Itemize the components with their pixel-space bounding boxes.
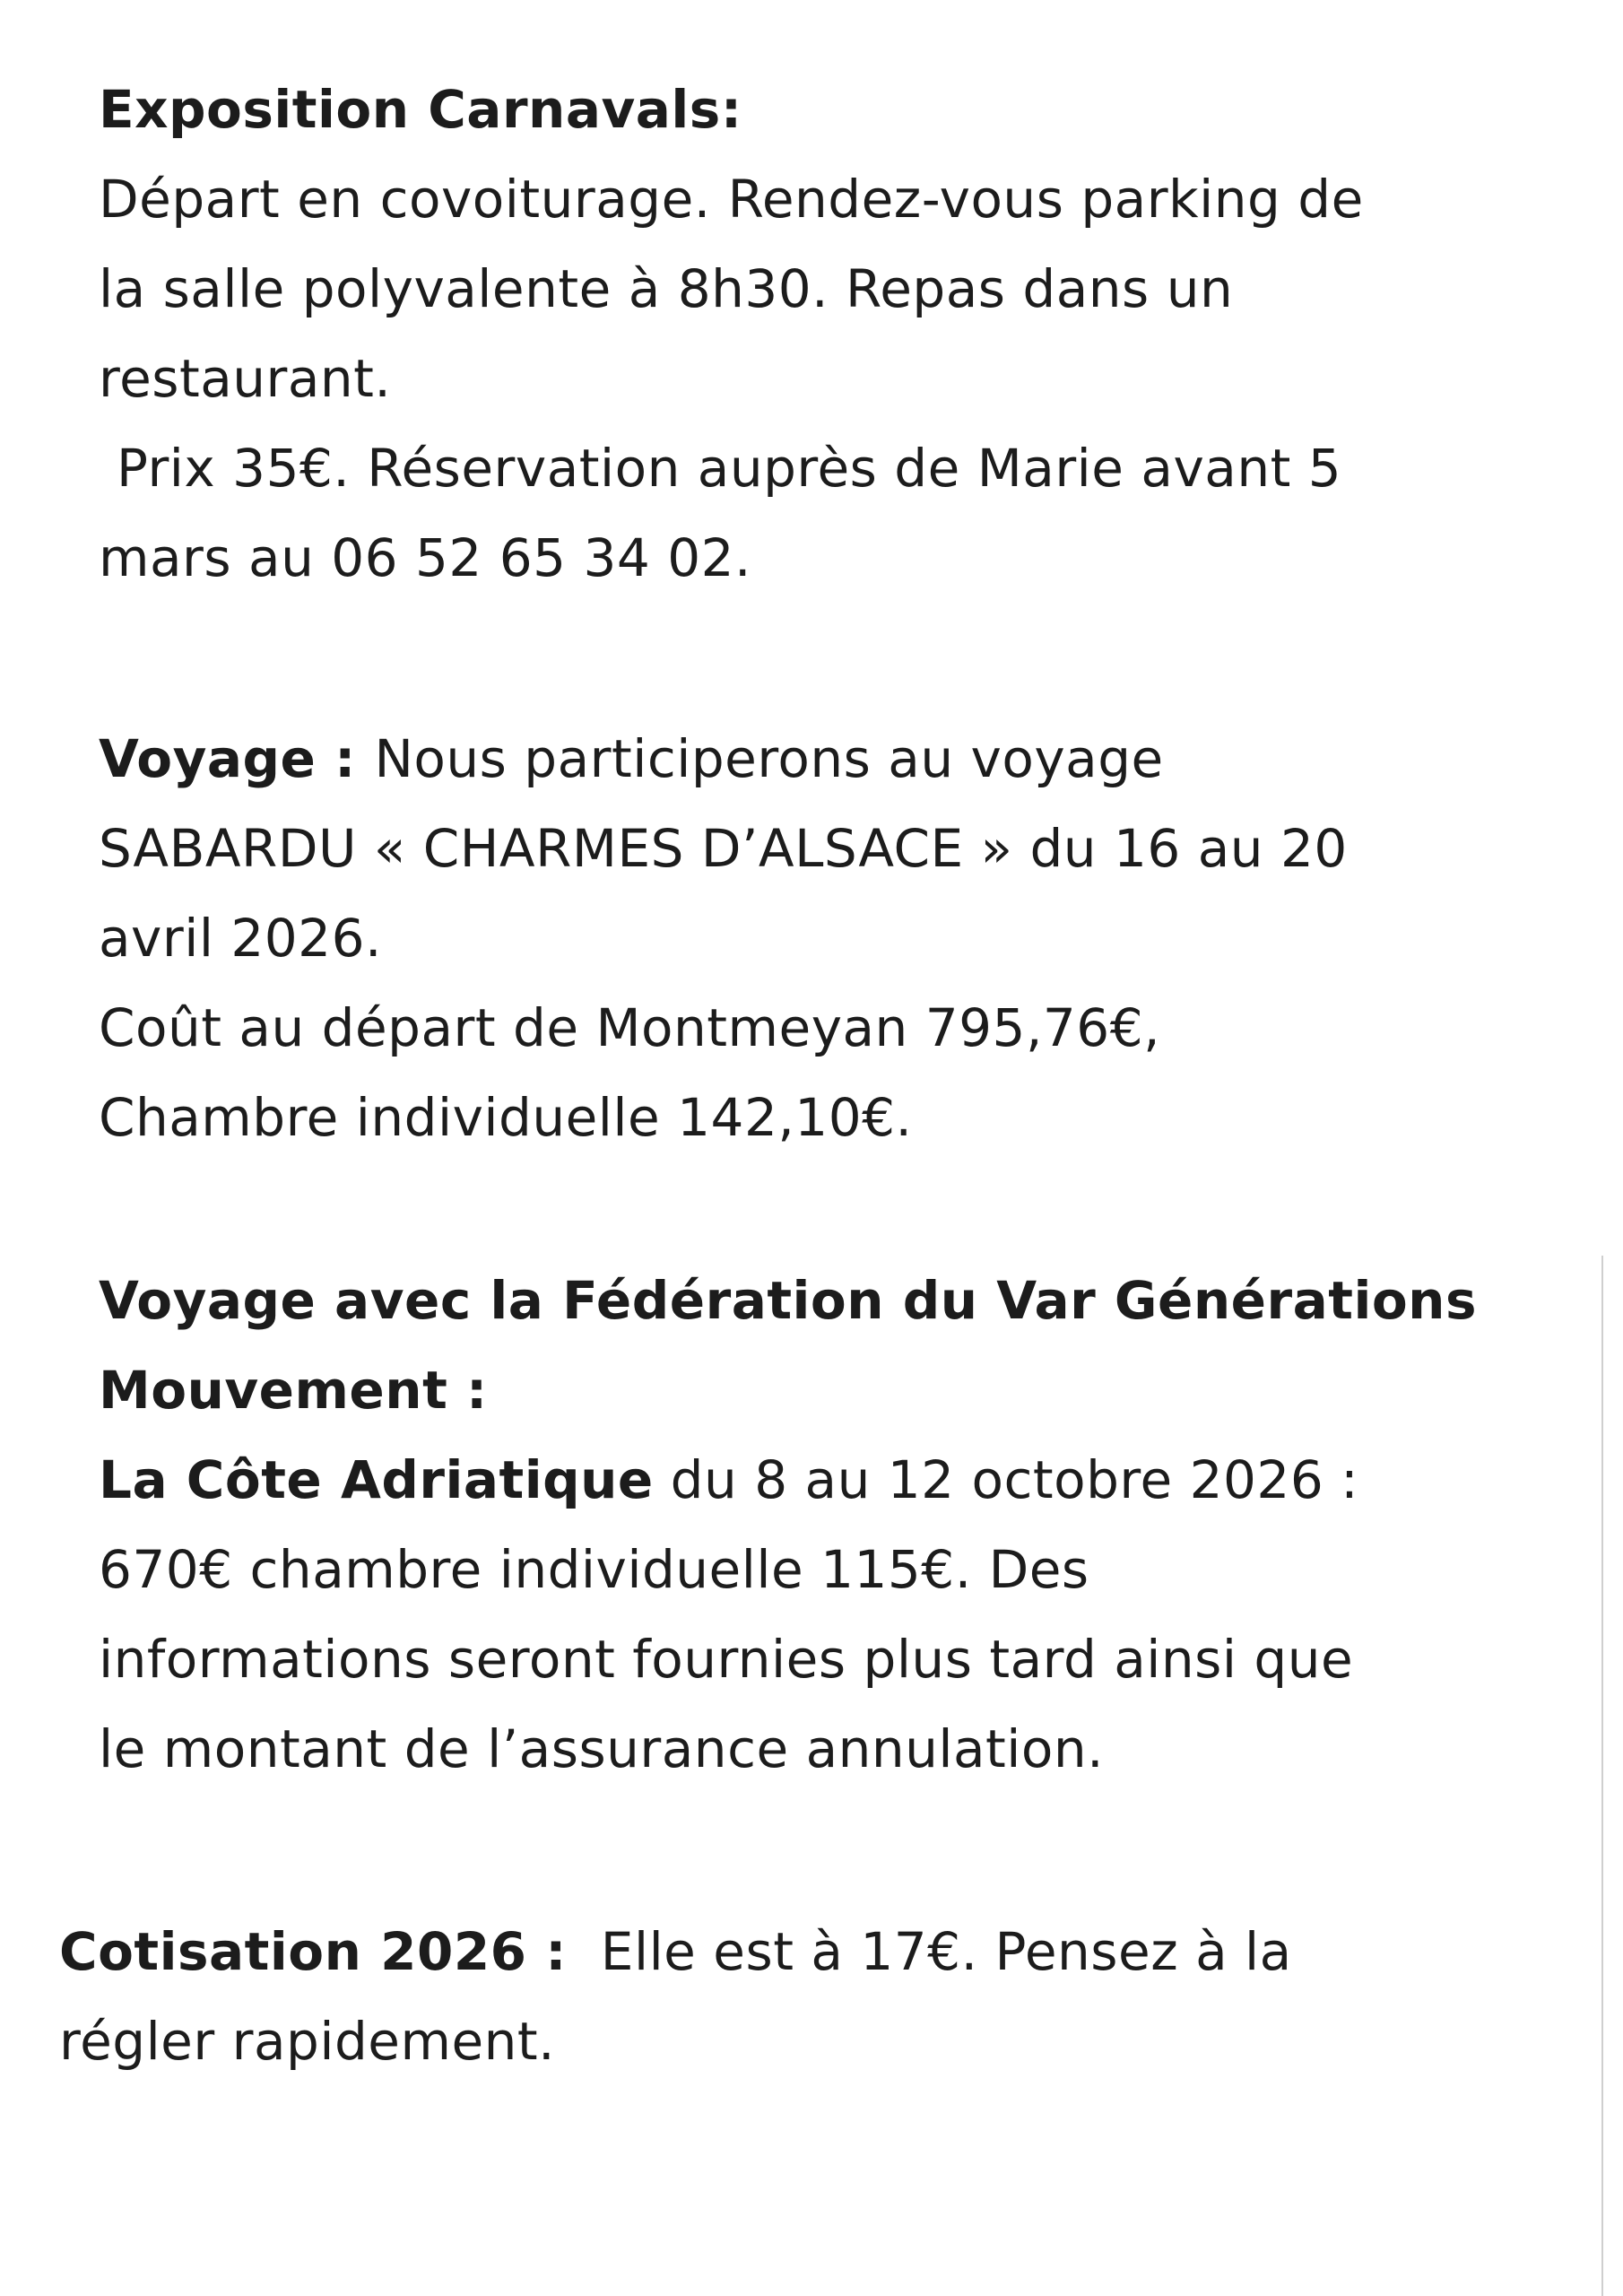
cotisation-line-1: [59, 1907, 1530, 1996]
voyage-label: Voyage: [99, 728, 317, 789]
voyage-separator: :: [316, 728, 375, 789]
exposition-line-5: mars au 06 52 65 34 02.: [99, 527, 751, 588]
federation-destination-dates: du 8 au 12 octobre 2026 :: [653, 1449, 1359, 1510]
federation-line-4: 670€ chambre individuelle 115€. Des: [99, 1539, 1089, 1600]
section-exposition-carnavals: [99, 65, 1569, 603]
section-cotisation: [59, 1907, 1530, 2086]
exposition-line-3: restaurant.: [99, 348, 392, 409]
voyage-line-3: avril 2026.: [99, 908, 382, 969]
voyage-line-5: Chambre individuelle 142,10€.: [99, 1087, 913, 1148]
voyage-line-4: Coût au départ de Montmeyan 795,76€,: [99, 997, 1161, 1058]
exposition-title: Exposition Carnavals:: [99, 79, 742, 140]
cotisation-label: Cotisation 2026 :: [59, 1921, 567, 1982]
federation-title-1: Voyage avec la Fédération du Var Générations: [99, 1270, 1477, 1331]
voyage-line-2: SABARDU « CHARMES D’ALSACE » du 16 au 20: [99, 818, 1348, 879]
section-voyage-federation: [99, 1256, 1569, 1794]
voyage-line-1: [99, 714, 1569, 804]
scan-edge-line: [1601, 1256, 1603, 2296]
federation-title-2: Mouvement :: [99, 1360, 488, 1421]
cotisation-line-2: régler rapidement.: [59, 2011, 556, 2072]
cotisation-line-1-text: Elle est à 17€. Pensez à la: [566, 1921, 1292, 1982]
exposition-line-1: Départ en covoiturage. Rendez-vous parking de: [99, 169, 1364, 230]
federation-line-5: informations seront fournies plus tard ainsi que: [99, 1629, 1354, 1690]
exposition-line-2: la salle polyvalente à 8h30. Repas dans un: [99, 258, 1234, 319]
federation-destination-line: [99, 1435, 1569, 1525]
section-voyage-alsace: [99, 714, 1569, 1162]
voyage-line-1-text: Nous participerons au voyage: [374, 728, 1164, 789]
exposition-line-4: Prix 35€. Réservation auprès de Marie avant 5: [117, 438, 1342, 499]
federation-destination-label: La Côte Adriatique: [99, 1449, 654, 1510]
federation-line-6: le montant de l’assurance annulation.: [99, 1718, 1105, 1779]
